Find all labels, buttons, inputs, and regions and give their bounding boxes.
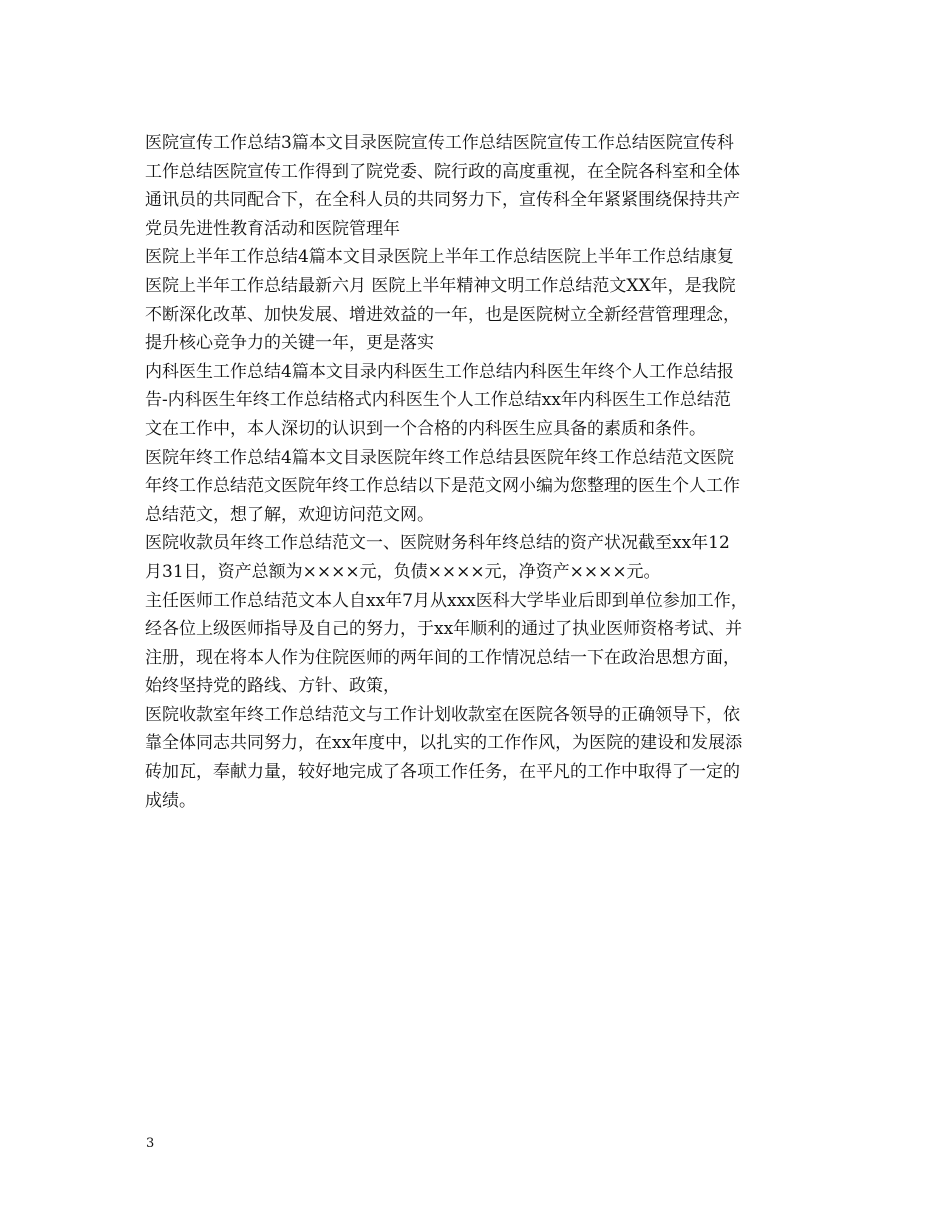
text-line: 月31日，资产总额为××××元，负债××××元，净资产××××元。 [145, 561, 661, 582]
text-line: 靠全体同志共同努力，在xx年度中，以扎实的工作作风，为医院的建设和发展添 [145, 733, 743, 754]
page-number: 3 [146, 1136, 155, 1151]
text-line: 医院上半年工作总结4篇本文目录医院上半年工作总结医院上半年工作总结康复 [145, 247, 734, 268]
text-line: 成绩。 [145, 790, 196, 811]
paragraph-3 [145, 358, 810, 444]
text-line: 通讯员的共同配合下，在全科人员的共同努力下，宣传科全年紧紧围绕保持共产 [145, 190, 740, 211]
text-line: 提升核心竞争力的关键一年，更是落实 [145, 333, 434, 354]
text-line: 主任医师工作总结范文本人自xx年7月从xxx医科大学毕业后即到单位参加工作， [145, 590, 748, 611]
text-line: 工作总结医院宣传工作得到了院党委、院行政的高度重视，在全院各科室和全体 [145, 161, 740, 182]
paragraph-4 [145, 444, 810, 530]
text-line: 年终工作总结范文医院年终工作总结以下是范文网小编为您整理的医生个人工作 [145, 476, 740, 497]
paragraph-2 [145, 243, 810, 357]
text-line: 注册，现在将本人作为住院医师的两年间的工作情况总结一下在政治思想方面， [145, 647, 740, 668]
text-line: 医院收款室年终工作总结范文与工作计划收款室在医院各领导的正确领导下，依 [145, 704, 740, 725]
text-line: 总结范文，想了解，欢迎访问范文网。 [145, 504, 434, 525]
paragraph-5 [145, 529, 810, 586]
text-line: 医院收款员年终工作总结范文一、医院财务科年终总结的资产状况截至xx年12 [145, 533, 730, 554]
document-body [145, 129, 810, 815]
text-line: 内科医生工作总结4篇本文目录内科医生工作总结内科医生年终个人工作总结报 [145, 361, 734, 382]
text-line: 始终坚持党的路线、方针、政策， [145, 676, 400, 697]
paragraph-1 [145, 129, 810, 243]
text-line: 文在工作中，本人深切的认识到一个合格的内科医生应具备的素质和条件。 [145, 418, 706, 439]
text-line: 不断深化改革、加快发展、增进效益的一年，也是医院树立全新经营管理理念， [145, 304, 740, 325]
text-line: 医院年终工作总结4篇本文目录医院年终工作总结县医院年终工作总结范文医院 [145, 447, 734, 468]
paragraph-7 [145, 701, 810, 815]
text-line: 告-内科医生年终工作总结格式内科医生个人工作总结xx年内科医生工作总结范 [145, 390, 731, 411]
text-line: 医院宣传工作总结3篇本文目录医院宣传工作总结医院宣传工作总结医院宣传科 [145, 133, 734, 153]
paragraph-6 [145, 587, 810, 701]
text-line: 党员先进性教育活动和医院管理年 [145, 218, 400, 239]
text-line: 经各位上级医师指导及自己的努力，于xx年顺利的通过了执业医师资格考试、并 [145, 619, 743, 640]
text-line: 医院上半年工作总结最新六月 医院上半年精神文明工作总结范文XX年，是我院 [145, 275, 736, 296]
text-line: 砖加瓦，奉献力量，较好地完成了各项工作任务，在平凡的工作中取得了一定的 [145, 762, 740, 783]
